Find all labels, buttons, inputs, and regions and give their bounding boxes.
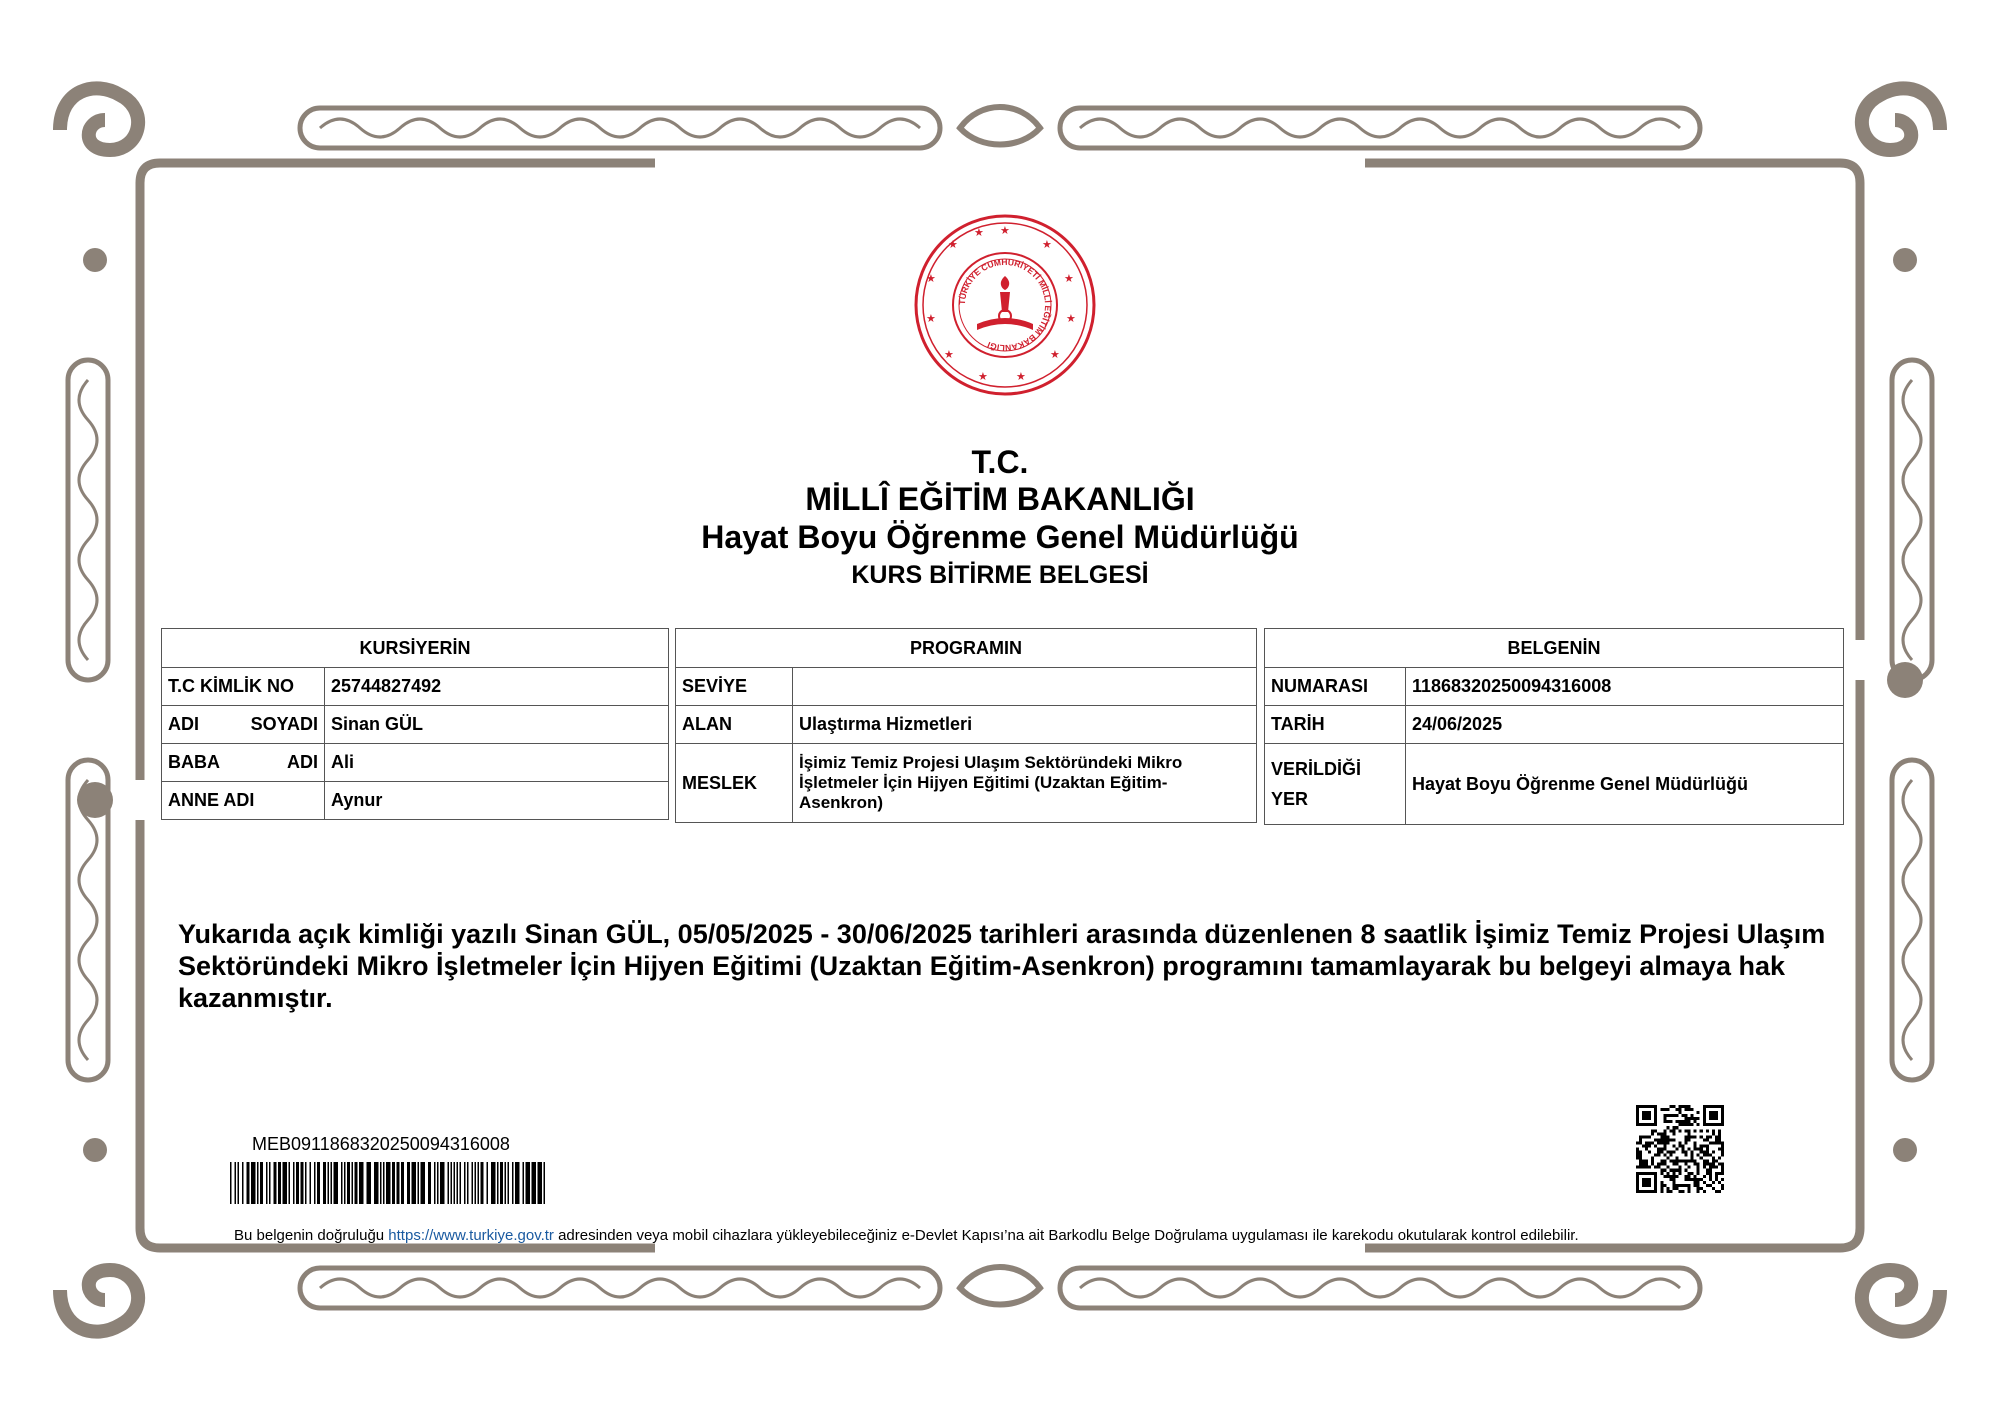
place-label-part2: YER bbox=[1271, 789, 1309, 809]
program-level-value bbox=[793, 668, 1257, 706]
certificate-date-label: TARİH bbox=[1265, 706, 1406, 744]
trainee-heading: KURSİYERİN bbox=[162, 629, 669, 668]
name-label-part2: SOYADI bbox=[250, 714, 318, 734]
svg-text:★: ★ bbox=[926, 312, 936, 325]
father-label-part1: BABA bbox=[168, 752, 220, 772]
trainee-father-value: Ali bbox=[325, 744, 669, 782]
trainee-mother-label: ANNE ADI bbox=[162, 782, 325, 820]
header-tc: T.C. bbox=[971, 444, 1029, 480]
barcode-icon bbox=[230, 1162, 548, 1204]
svg-text:★: ★ bbox=[1016, 370, 1026, 383]
certificate-heading: BELGENİN bbox=[1265, 629, 1844, 668]
program-profession-label: MESLEK bbox=[676, 744, 793, 823]
program-profession-value: İşimiz Temiz Projesi Ulaşım Sektöründeki Mikro İşletmeler İçin Hijyen Eğitimi (Uzaktan Eğitim-Asenkron) bbox=[793, 744, 1257, 823]
place-label-part1: VERİLDİĞİ bbox=[1271, 759, 1362, 779]
program-field-value: Ulaştırma Hizmetleri bbox=[793, 706, 1257, 744]
completion-statement: Yukarıda açık kimliği yazılı Sinan GÜL, 05/05/2025 - 30/06/2025 tarihleri arasında düzenlenen 8 saatlik İşimiz Temiz Projesi Ulaşım Sektöründeki Mikro İşletmeler İçin Hijyen Eğitimi (Uzaktan Eğitim-Asenkron) programını tamamlayarak bu belgeyi almaya hak kazanmıştır. bbox=[178, 919, 1826, 1013]
seal-text: TÜRKİYE CUMHURİYETİ MİLLİ EĞİTİM BAKANLIĞI bbox=[956, 256, 1054, 354]
trainee-mother-value: Aynur bbox=[325, 782, 669, 820]
svg-text:★: ★ bbox=[1050, 348, 1060, 361]
certificate-place-value: Hayat Boyu Öğrenme Genel Müdürlüğü bbox=[1406, 744, 1844, 825]
trainee-father-label bbox=[162, 744, 325, 782]
certificate-number-label: NUMARASI bbox=[1265, 668, 1406, 706]
program-field-label: ALAN bbox=[676, 706, 793, 744]
program-table bbox=[675, 628, 1257, 823]
verification-footer bbox=[234, 1227, 1579, 1244]
header-directorate: Hayat Boyu Öğrenme Genel Müdürlüğü bbox=[701, 519, 1299, 555]
program-level-label: SEVİYE bbox=[676, 668, 793, 706]
trainee-id-value: 25744827492 bbox=[325, 668, 669, 706]
header-ministry: MİLLÎ EĞİTİM BAKANLIĞI bbox=[805, 481, 1195, 517]
name-label-part1: ADI bbox=[168, 714, 199, 734]
svg-text:★: ★ bbox=[1042, 238, 1052, 251]
svg-text:★: ★ bbox=[1000, 224, 1010, 237]
document-title: KURS BİTİRME BELGESİ bbox=[851, 561, 1149, 589]
certificate-number-value: 11868320250094316008 bbox=[1406, 668, 1844, 706]
trainee-name-label bbox=[162, 706, 325, 744]
svg-text:★: ★ bbox=[948, 238, 958, 251]
trainee-id-label: T.C KİMLİK NO bbox=[162, 668, 325, 706]
father-label-part2: ADI bbox=[287, 752, 318, 772]
turkiye-gov-link[interactable]: https://www.turkiye.gov.tr bbox=[388, 1227, 554, 1244]
svg-text:★: ★ bbox=[978, 370, 988, 383]
svg-text:★: ★ bbox=[926, 272, 936, 285]
program-heading: PROGRAMIN bbox=[676, 629, 1257, 668]
certificate-place-label bbox=[1265, 744, 1406, 825]
footer-suffix: adresinden veya mobil cihazlara yükleyebileceğiniz e-Devlet Kapısı’na ait Barkodlu Belge Doğrulama uygulaması ile karekodu okutularak kontrol edilebilir. bbox=[553, 1227, 1579, 1244]
svg-text:★: ★ bbox=[944, 348, 954, 361]
certificate-table bbox=[1264, 628, 1844, 825]
svg-text:★: ★ bbox=[974, 226, 984, 239]
barcode-number: MEB09118683202500943160​08 bbox=[252, 1134, 510, 1154]
svg-text:★: ★ bbox=[1066, 312, 1076, 325]
svg-text:★: ★ bbox=[1064, 272, 1074, 285]
ministry-seal bbox=[912, 212, 1098, 398]
qr-code-icon[interactable] bbox=[1636, 1104, 1724, 1194]
trainee-table bbox=[161, 628, 669, 820]
trainee-name-value: Sinan GÜL bbox=[325, 706, 669, 744]
certificate-date-value: 24/06/2025 bbox=[1406, 706, 1844, 744]
footer-prefix: Bu belgenin doğruluğu bbox=[234, 1227, 389, 1244]
